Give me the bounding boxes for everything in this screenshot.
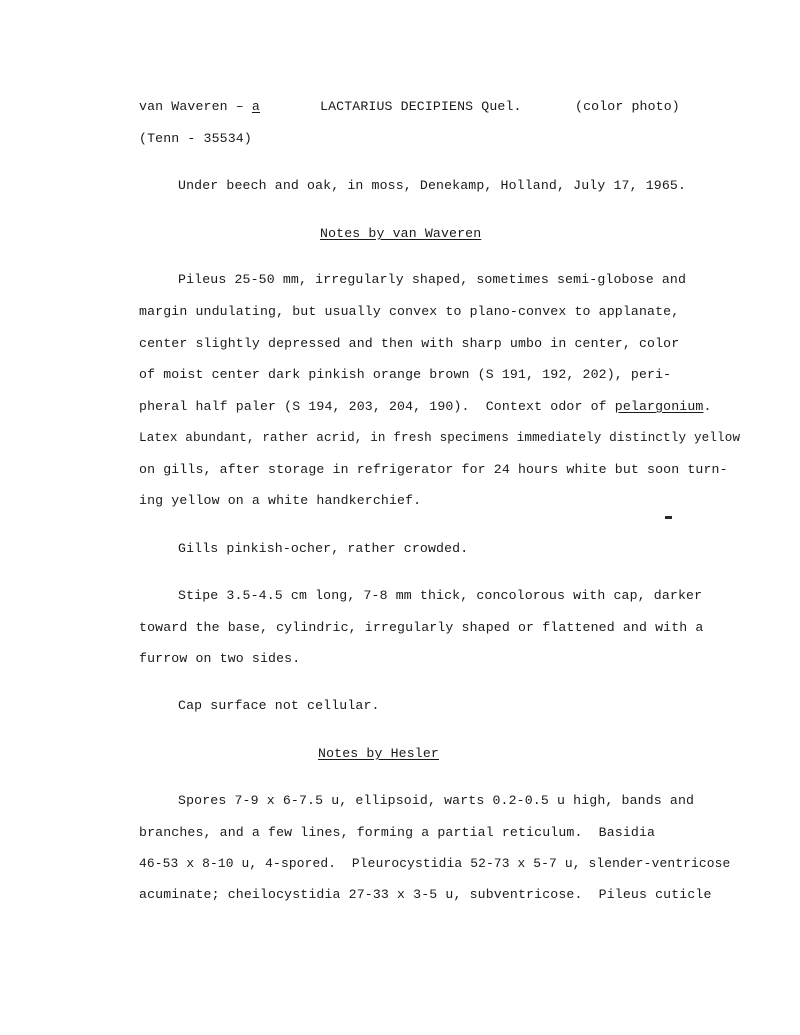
odor-term: pelargonium — [614, 399, 704, 414]
collection-info: Under beech and oak, in moss, Denekamp, Holland, July 17, 1965. — [178, 178, 687, 193]
stipe-line-2: toward the base, cylindric, irregularly shaped or flattened and with a — [139, 620, 704, 635]
pileus-line-5-end: . — [703, 399, 712, 414]
stipe-line-3: furrow on two sides. — [139, 651, 301, 666]
photo-note: (color photo) — [575, 99, 680, 114]
header-author-line — [139, 99, 260, 115]
species-name: LACTARIUS DECIPIENS Quel. — [320, 99, 522, 114]
pileus-line-5-text: pheral half paler (S 194, 203, 204, 190). Context odor of — [139, 399, 615, 414]
spores-line-2: branches, and a few lines, forming a partial reticulum. Basidia — [139, 825, 656, 840]
pileus-line-8: ing yellow on a white handkerchief. — [139, 493, 422, 508]
pileus-line-5 — [139, 399, 712, 415]
pileus-line-7: on gills, after storage in refrigerator for 24 hours white but soon turn- — [139, 462, 728, 477]
spores-line-4: acuminate; cheilocystidia 27-33 x 3-5 u, subventricose. Pileus cuticle — [139, 887, 712, 902]
cap-surface-text: Cap surface not cellular. — [178, 698, 380, 713]
gills-text: Gills pinkish-ocher, rather crowded. — [178, 541, 469, 556]
section-heading-hesler: Notes by Hesler — [318, 746, 439, 761]
section-heading-waveren: Notes by van Waveren — [320, 226, 482, 241]
pileus-line-4: of moist center dark pinkish orange brown (S 191, 192, 202), peri- — [139, 367, 672, 382]
pileus-line-1: Pileus 25-50 mm, irregularly shaped, sometimes semi-globose and — [178, 272, 687, 287]
scan-mark — [665, 516, 672, 519]
pileus-line-2: margin undulating, but usually convex to plano-convex to applanate, — [139, 304, 680, 319]
stipe-line-1: Stipe 3.5-4.5 cm long, 7-8 mm thick, concolorous with cap, darker — [178, 588, 703, 603]
spores-line-3: 46-53 x 8-10 u, 4-spored. Pleurocystidia 52-73 x 5-7 u, slender-ventricose — [139, 856, 731, 871]
pileus-line-6: Latex abundant, rather acrid, in fresh specimens immediately distinctly yellow — [139, 431, 741, 445]
spores-line-1: Spores 7-9 x 6-7.5 u, ellipsoid, warts 0.2-0.5 u high, bands and — [178, 793, 695, 808]
author-name: van Waveren – — [139, 99, 252, 114]
reference-letter: a — [251, 99, 260, 114]
pileus-line-3: center slightly depressed and then with sharp umbo in center, color — [139, 336, 680, 351]
herbarium-number: (Tenn - 35534) — [139, 131, 252, 146]
